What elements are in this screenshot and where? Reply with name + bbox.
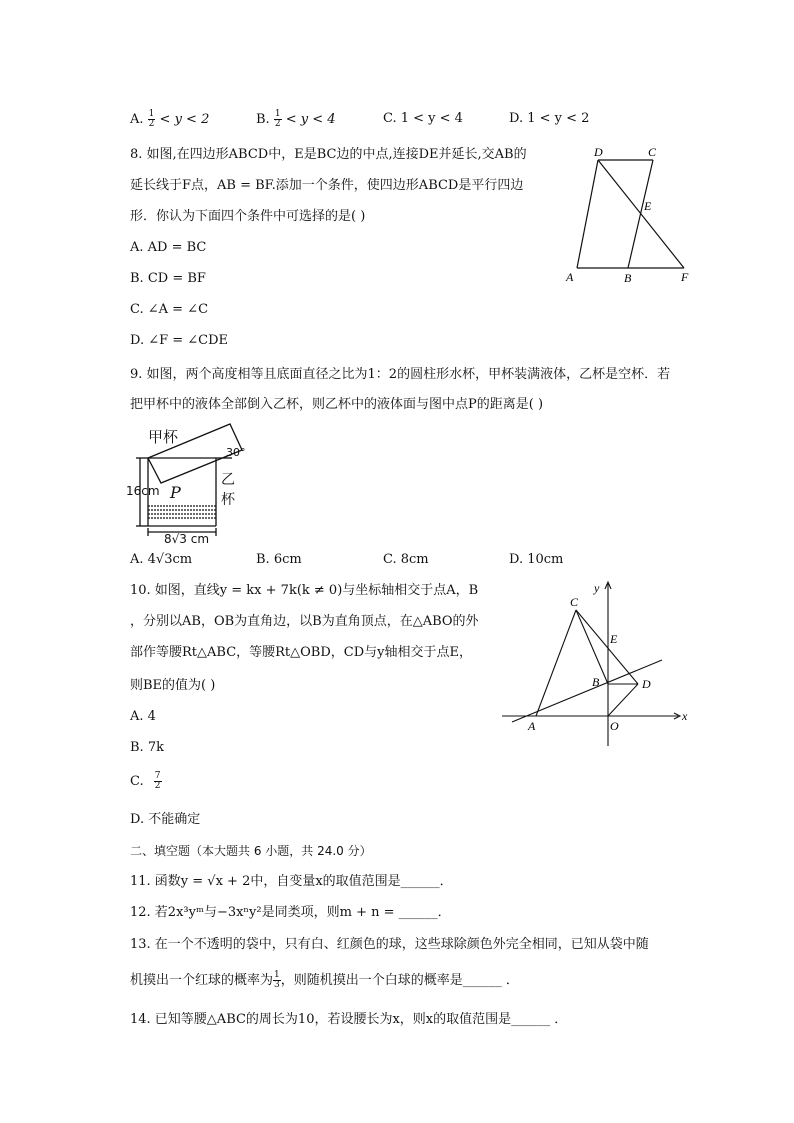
q10-label-d: D — [642, 677, 651, 691]
q9-label-angle: 30° — [226, 446, 246, 459]
q8-label-b: B — [624, 271, 632, 285]
q10-text-line4: 则BE的值为( ) — [130, 678, 216, 693]
q10-label-o: O — [610, 719, 619, 733]
q11-text: 11. 函数y = √x + 2中，自变量x的取值范围是______． — [130, 874, 453, 889]
q8-quadrilateral-figure — [560, 142, 700, 288]
q8-label-e: E — [644, 199, 652, 213]
q9-label-width: 8√3 cm — [164, 532, 210, 546]
q10-coordinate-figure — [498, 576, 698, 752]
q9-text-line1: 9. 如图，两个高度相等且底面直径之比为1：2的圆柱形水杯，甲杯装满液体，乙杯是空杯．若 — [130, 367, 671, 382]
q8-label-c: C — [648, 145, 657, 159]
q7-option-b: B. $\frac{1}{2}$ < y < 4 — [256, 109, 336, 129]
q10-option-d: D. 不能确定 — [130, 812, 201, 827]
q7-option-a: A. $\frac{1}{2}$ < y < 2 — [130, 109, 210, 129]
q10-option-b: B. 7k — [130, 740, 164, 755]
q9-text-line2: 把甲杯中的液体全部倒入乙杯，则乙杯中的液体面与图中点P的距离是( ) — [130, 397, 544, 412]
q14-text: 14. 已知等腰△ABC的周长为10，若设腰长为x，则x的取值范围是______ ． — [130, 1012, 568, 1027]
q10-label-e: E — [610, 632, 618, 646]
q9-option-a: A. 4√3cm — [130, 552, 193, 567]
q8-label-d: D — [594, 145, 603, 159]
q13-fraction: $\frac{1}{3}$ — [274, 970, 280, 990]
q10-text-line1: 10. 如图，直线y = kx + 7k(k ≠ 0)与坐标轴相交于点A，B — [130, 583, 479, 598]
q9-option-d: D. 10cm — [509, 552, 564, 567]
q8-label-f: F — [681, 270, 689, 284]
q8-option-d: D. ∠F = ∠CDE — [130, 333, 229, 348]
q8-text-line3: 形．你认为下面四个条件中可选择的是( ) — [130, 209, 366, 224]
q9-option-c: C. 8cm — [383, 552, 429, 567]
section-heading-fill-in: 二、填空题（本大题共 6 小题，共 24.0 分） — [130, 844, 372, 858]
q10-label-b: B — [592, 675, 600, 689]
q9-option-b: B. 6cm — [256, 552, 302, 567]
q12-text: 12. 若2x³yᵐ与−3xⁿy²是同类项，则m + n = ______． — [130, 905, 451, 920]
q10-text-line2: ，分别以AB，OB为直角边，以B为直角顶点，在△ABO的外 — [130, 614, 479, 629]
q10-label-x: x — [682, 709, 688, 723]
q13-text-line2: 机摸出一个红球的概率为 $\frac{1}{3}$ ，则随机摸出一个白球的概率是______ ． — [130, 970, 519, 990]
q10-option-c: C. $\frac{7}{2}$ — [130, 771, 161, 791]
q9-label-p: P — [170, 483, 181, 502]
q9-cups-figure — [126, 420, 256, 546]
q10-label-c: C — [570, 595, 579, 609]
q10-label-y: y — [594, 581, 600, 595]
q9-label-cup-a: 甲杯 — [148, 428, 179, 446]
q8-text-line1: 8. 如图,在四边形ABCD中，E是BC边的中点,连接DE并延长,交AB的 — [130, 147, 527, 162]
q7-option-a-fraction: $\frac{1}{2}$ — [148, 109, 155, 129]
q10-text-line3: 部作等腰Rt△ABC，等腰Rt△OBD，CD与y轴相交于点E， — [130, 645, 472, 660]
q8-text-line2: 延长线于F点，AB = BF.添加一个条件，使四边形ABCD是平行四边 — [130, 178, 524, 193]
q10-option-a: A. 4 — [130, 709, 156, 724]
q10-label-a: A — [528, 719, 536, 733]
q8-label-a: A — [566, 270, 574, 284]
q9-label-cup-b-2: 杯 — [221, 492, 235, 508]
q9-label-height: 16cm — [126, 484, 160, 498]
q7-option-c: C. 1 < y < 4 — [383, 111, 463, 126]
q8-option-b: B. CD = BF — [130, 271, 206, 286]
q8-option-a: A. AD = BC — [130, 240, 207, 255]
q8-option-c: C. ∠A = ∠C — [130, 302, 209, 317]
q13-text-line1: 13. 在一个不透明的袋中，只有白、红颜色的球，这些球除颜色外完全相同，已知从袋中随 — [130, 937, 649, 952]
q10-option-c-fraction: $\frac{7}{2}$ — [154, 771, 161, 791]
q9-label-cup-b-1: 乙 — [221, 472, 235, 488]
q7-option-b-fraction: $\frac{1}{2}$ — [274, 109, 281, 129]
q7-option-d: D. 1 < y < 2 — [509, 111, 590, 126]
